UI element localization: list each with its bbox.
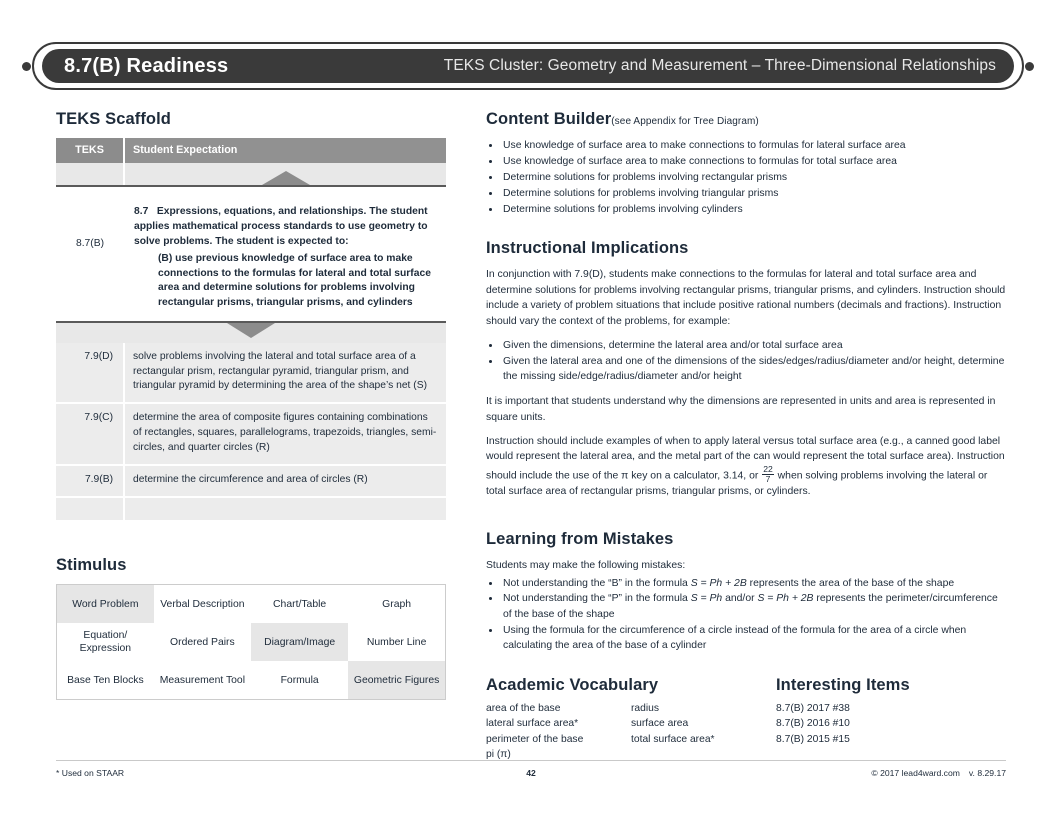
footer-note: * Used on STAAR [56, 768, 125, 778]
teks-scaffold-table [56, 138, 446, 185]
academic-vocabulary-section [486, 676, 776, 763]
interesting-item: 8.7(B) 2017 #38 [776, 703, 850, 715]
vocab-term: lateral surface area* [486, 718, 579, 730]
stimulus-cell-formula[interactable]: Formula [280, 674, 319, 686]
stimulus-cell-verbal-description[interactable]: Verbal Description [160, 598, 245, 610]
scaffold-row-text: determine the area of composite figures containing combinations of rectangles, squares, parallelograms, trapezoids, triangles, semi-circles, and quarter circles (R) [124, 403, 446, 465]
fraction-denominator: 7 [765, 473, 771, 484]
interesting-items-list [776, 701, 1006, 747]
stimulus-cell-number-line[interactable]: Number Line [366, 636, 427, 648]
section-spacer [486, 654, 1006, 676]
list-item: • Determine solutions for problems involving triangular prisms [501, 186, 1006, 201]
strand-title: Expressions, equations, and relationships. [156, 206, 367, 218]
paragraph-spacer [486, 385, 1006, 394]
vocab-column-2 [631, 701, 776, 763]
vocab-term: area of the base [486, 703, 561, 715]
vocab-term: surface area [631, 718, 689, 730]
vocab-term: radius [631, 703, 660, 715]
table-row [56, 343, 446, 404]
scaffold-row-code: 7.9(C) [56, 403, 124, 465]
list-item [501, 591, 1006, 622]
table-row [56, 465, 446, 497]
instructional-implications-paragraph-1: In conjunction with 7.9(D), students make connections to the formulas for lateral and total surface area and determine solutions for problems involving rectangular prisms, triangular prisms, and cylinders. Instruction should include a variety of problem situations that include positive rational numbers (decimals and fractions). Instruction should vary the context of the problems, for example: [486, 269, 1006, 327]
strand-rest: The student applies mathematical process standards to use geometry to solve problems. The student is expected to: [134, 206, 428, 247]
scaffold-row-text: determine the circumference and area of circles (R) [124, 465, 446, 497]
list-item: • Use knowledge of surface area to make connections to formulas for total surface area [501, 154, 1006, 169]
teks-scaffold-heading: TEKS Scaffold [56, 110, 171, 128]
instructional-implications-heading: Instructional Implications [486, 239, 689, 258]
arrow-row-left-cell [56, 163, 124, 185]
stimulus-cell-chart-table[interactable]: Chart/Table [273, 598, 327, 610]
list-item: • Use knowledge of surface area to make connections to formulas for lateral surface area [501, 138, 1006, 153]
paragraph-3-part-b: when solving problems involving the lateral or total surface area of rectangular prisms, triangular prisms, or cylinders. [486, 470, 988, 497]
list-item: • Determine solutions for problems involving cylinders [501, 202, 1006, 217]
teks-cluster-label: TEKS Cluster: Geometry and Measurement – Three-Dimensional Relationships [443, 57, 996, 74]
fraction-numerator: 22 [763, 463, 773, 474]
section-spacer [486, 508, 1006, 530]
table-row [57, 585, 446, 624]
teks-primary-expectation-table [56, 187, 446, 320]
paragraph-3-part-a: Instruction should include examples of when to apply lateral versus total surface area (e.g., a canned good label would represent the lateral area, and the metal part of the can would represent the total surface area). Instruction should include the use of the π key on a calculator, 3.14, or [486, 435, 1005, 482]
academic-vocabulary-columns [486, 701, 776, 763]
learning-from-mistakes-intro: Students may make the following mistakes: [486, 560, 686, 572]
stimulus-cell-equation-expression[interactable]: Equation/ Expression [79, 630, 132, 655]
academic-vocabulary-heading: Academic Vocabulary [486, 676, 659, 695]
vocab-term: pi (π) [486, 749, 511, 761]
table-row [56, 403, 446, 465]
instructional-implications-paragraph-2: It is important that students understand why the dimensions are represented in units and area is represented in square units. [486, 396, 996, 423]
content-builder-heading [486, 110, 1006, 129]
instructional-implications-paragraph-3 [486, 434, 1006, 499]
interesting-items-section [776, 676, 1006, 763]
fraction-22-7 [762, 465, 774, 484]
triangle-up-icon [262, 171, 310, 185]
scaffold-row-code: 7.9(B) [56, 465, 124, 497]
scaffold-row-code: 7.9(D) [56, 343, 124, 404]
column-header-teks: TEKS [56, 138, 124, 163]
primary-teks-code: 8.7(B) [56, 203, 124, 320]
content-builder-list [486, 138, 1006, 217]
scaffold-arrow-row-bottom [56, 321, 446, 343]
copyright-text: © 2017 lead4ward.com [871, 768, 960, 778]
stimulus-cell-measurement-tool[interactable]: Measurement Tool [159, 674, 246, 686]
stimulus-heading: Stimulus [56, 556, 127, 575]
section-spacer [486, 217, 1006, 239]
primary-expectation-body: (B) use previous knowledge of surface area to make connections to the formulas for lateral and total surface area and determine solutions for problems involving rectangular prisms, triangular prisms, and cylinders [158, 253, 431, 308]
learning-from-mistakes-list [486, 576, 1006, 654]
stimulus-cell-word-problem[interactable]: Word Problem [57, 585, 154, 624]
table-row [57, 661, 446, 700]
stimulus-cell-base-ten-blocks[interactable]: Base Ten Blocks [67, 674, 144, 686]
list-item: • Given the lateral area and one of the dimensions of the sides/edges/radius/diameter and/or height, determine the missing side/edge/radius/diameter and/or height [501, 354, 1006, 385]
stimulus-section [56, 556, 446, 700]
vocab-term: perimeter of the base [486, 733, 584, 745]
scaffold-table-tail [56, 497, 446, 520]
banner-capsule [42, 49, 1014, 83]
strand-paragraph [134, 205, 442, 249]
instructional-implications-list [486, 338, 1006, 385]
scaffold-arrow-row-top [56, 163, 446, 185]
list-item [501, 623, 1006, 654]
right-column [486, 110, 1006, 763]
content-builder-title: Content Builder [486, 110, 612, 128]
scaffold-supporting-rows-table [56, 343, 446, 520]
spacer-row [56, 187, 446, 203]
list-item: • Determine solutions for problems involving rectangular prisms [501, 170, 1006, 185]
page-number: 42 [526, 768, 536, 778]
page-title: 8.7(B) Readiness [64, 54, 229, 77]
table-header-row [56, 138, 446, 163]
vocab-items-row [486, 676, 1006, 763]
list-item: • Given the dimensions, determine the lateral area and/or total surface area [501, 338, 1006, 353]
banner-dot-right-icon [1025, 62, 1034, 71]
arrow-row-right-cell [124, 163, 446, 185]
primary-expectation-row [56, 203, 446, 320]
vocab-term: total surface area* [631, 733, 715, 745]
table-row [57, 623, 446, 661]
scaffold-row-text: solve problems involving the lateral and total surface area of a rectangular prism, rectangular pyramid, triangular prism, and triangular pyramid by determining the area of the shape’s net (S) [124, 343, 446, 404]
mistake-text-2: Not understanding the “P” in the formula S = Ph and/or S = Ph + 2B represents the perimeter/circumference of the base of the shape [503, 593, 998, 620]
mistake-text-1: Not understanding the “B” in the formula S = Ph + 2B represents the area of the base of the shape [503, 577, 955, 589]
interesting-items-heading: Interesting Items [776, 676, 910, 695]
interesting-item: 8.7(B) 2015 #15 [776, 733, 850, 745]
left-column [56, 110, 446, 700]
banner-dot-left-icon [22, 62, 31, 71]
stimulus-cell-graph[interactable]: Graph [382, 598, 412, 610]
stimulus-cell-geometric-figures[interactable]: Geometric Figures [348, 661, 445, 700]
strand-number: 8.7 [134, 206, 149, 218]
column-header-student-expectation: Student Expectation [124, 138, 446, 163]
interesting-item: 8.7(B) 2016 #10 [776, 718, 850, 730]
version-text: v. 8.29.17 [968, 768, 1006, 778]
stimulus-cell-diagram-image[interactable]: Diagram/Image [251, 623, 348, 661]
stimulus-table [56, 584, 446, 700]
page-footer [56, 760, 1006, 778]
mistake-text-3: Using the formula for the circumference of a circle instead of the formula for the area of a circle when calculating the area of the base of a cylinder [503, 624, 967, 652]
vocab-column-1 [486, 701, 631, 763]
triangle-down-icon [227, 323, 275, 338]
stimulus-cell-ordered-pairs[interactable]: Ordered Pairs [170, 636, 235, 648]
page-header-banner [22, 42, 1034, 90]
list-item [501, 576, 1006, 591]
content-builder-subtitle: (see Appendix for Tree Diagram) [611, 116, 759, 127]
learning-from-mistakes-heading: Learning from Mistakes [486, 530, 674, 549]
primary-expectation-text [124, 203, 446, 320]
